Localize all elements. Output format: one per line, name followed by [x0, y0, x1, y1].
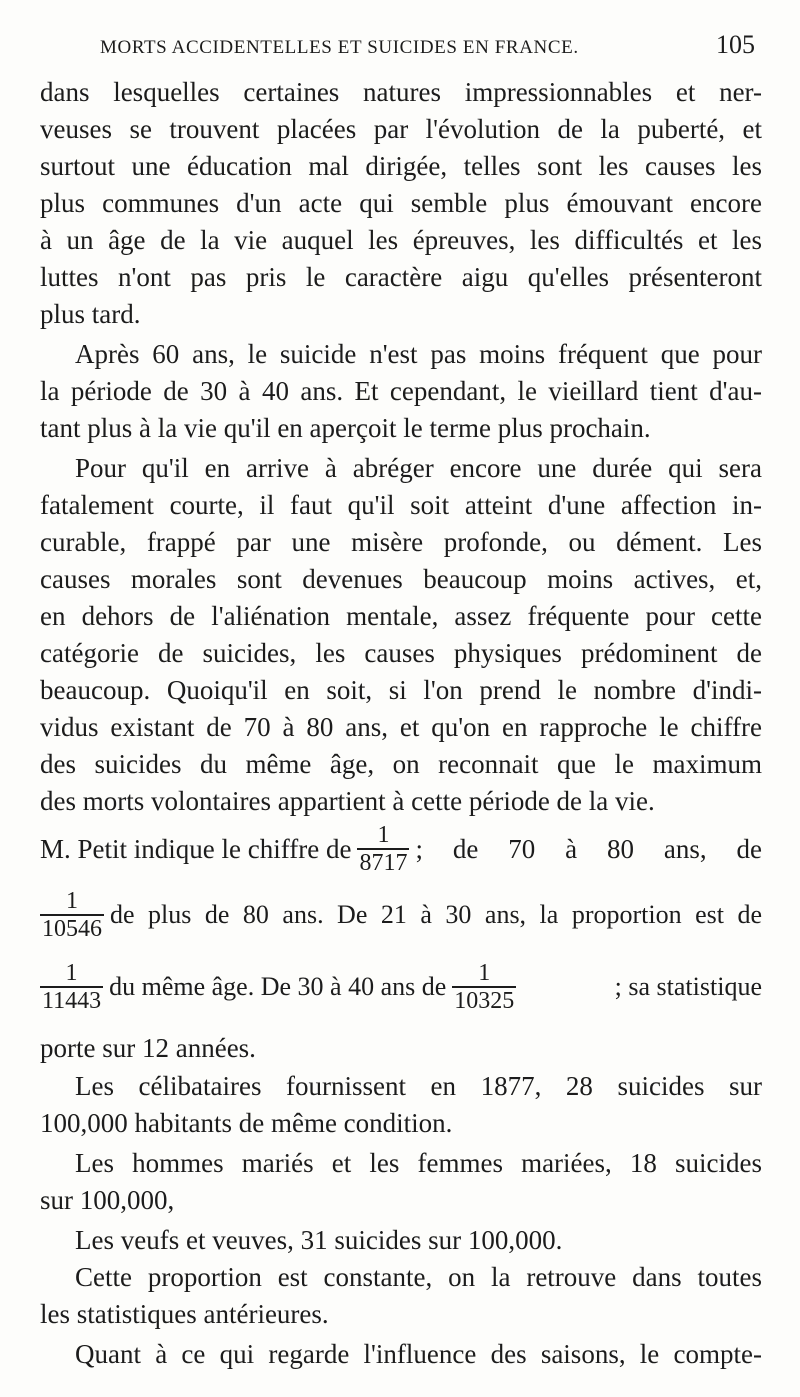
- text-line: sur 100,000,: [40, 1185, 175, 1215]
- text-line: beaucoup. Quoiqu'il en soit, si l'on prend le nombre d'indi-: [40, 675, 762, 705]
- fraction-line: [40, 956, 762, 1018]
- text-line: causes morales sont devenues beaucoup moins actives, et,: [40, 564, 762, 594]
- text-line: vidus existant de 70 à 80 ans, et qu'on en rapproche le chiffre: [40, 712, 762, 742]
- text-segment: ; sa statistique: [614, 972, 762, 1001]
- text-line: porte sur 12 années.: [40, 1033, 256, 1063]
- text-line: Les hommes mariés et les femmes mariées, 18 suicides: [75, 1148, 762, 1178]
- text-line: Cette proportion est constante, on la retrouve dans toutes: [75, 1262, 762, 1292]
- text-line: catégorie de suicides, les causes physiques prédominent de: [40, 638, 762, 668]
- text-line: en dehors de l'aliénation mentale, assez fréquente pour cette: [40, 601, 762, 631]
- text-line: Les veufs et veuves, 31 suicides sur 100,000.: [75, 1225, 563, 1255]
- text-line: Les célibataires fournissent en 1877, 28 suicides sur: [75, 1071, 762, 1101]
- fraction-numerator: 1: [377, 822, 390, 848]
- text-line: la période de 30 à 40 ans. Et cependant, le vieillard tient d'au-: [40, 376, 762, 406]
- running-title: MORTS ACCIDENTELLES ET SUICIDES EN FRANCE.: [100, 37, 579, 58]
- text-line: surtout une éducation mal dirigée, telles sont les causes les: [40, 151, 762, 181]
- page-header: [100, 30, 755, 64]
- text-line: luttes n'ont pas pris le caractère aigu qu'elles présenteront: [40, 262, 762, 292]
- text-line: tant plus à la vie qu'il en aperçoit le terme plus prochain.: [40, 413, 651, 443]
- fraction: [40, 888, 104, 942]
- fraction-denominator: 10546: [42, 916, 102, 942]
- fraction-numerator: 1: [478, 960, 491, 986]
- fraction-numerator: 1: [65, 960, 78, 986]
- text-line: Pour qu'il en arrive à abréger encore une durée qui sera: [75, 453, 762, 483]
- page-number: 105: [716, 30, 755, 59]
- text-segment: M. Petit indique le chiffre de: [40, 833, 352, 864]
- text-segment: de plus de 80 ans. De 21 à 30 ans, la proportion est de: [110, 900, 762, 929]
- fraction-line: [40, 818, 762, 880]
- fraction-line: [40, 884, 762, 946]
- text-line: veuses se trouvent placées par l'évolution de la puberté, et: [40, 114, 762, 144]
- text-line: fatalement courte, il faut qu'il soit atteint d'une affection in-: [40, 490, 762, 520]
- fraction: [357, 822, 409, 876]
- fraction: [452, 960, 516, 1014]
- text-line: des suicides du même âge, on reconnait que le maximum: [40, 749, 762, 779]
- text-line: curable, frappé par une misère profonde, ou dément. Les: [40, 527, 762, 557]
- text-segment: du même âge. De 30 à 40 ans de: [109, 972, 447, 1001]
- fraction-numerator: 1: [66, 888, 78, 914]
- fraction: [40, 960, 103, 1014]
- fraction-denominator: 11443: [42, 988, 102, 1014]
- text-line: plus tard.: [40, 299, 141, 329]
- text-line: plus communes d'un acte qui semble plus émouvant encore: [40, 188, 762, 218]
- text-line: Quant à ce qui regarde l'influence des saisons, le compte-: [75, 1339, 762, 1369]
- text-line: les statistiques antérieures.: [40, 1299, 329, 1329]
- text-line: dans lesquelles certaines natures impressionnables et ner-: [40, 77, 762, 107]
- fraction-denominator: 8717: [359, 850, 408, 876]
- fraction-denominator: 10325: [454, 988, 515, 1014]
- text-segment: ; de 70 à 80 ans, de: [415, 833, 762, 864]
- text-line: des morts volontaires appartient à cette période de la vie.: [40, 786, 655, 816]
- text-line: 100,000 habitants de même condition.: [40, 1108, 453, 1138]
- text-line: Après 60 ans, le suicide n'est pas moins fréquent que pour: [75, 339, 762, 369]
- text-line: à un âge de la vie auquel les épreuves, les difficultés et les: [40, 225, 762, 255]
